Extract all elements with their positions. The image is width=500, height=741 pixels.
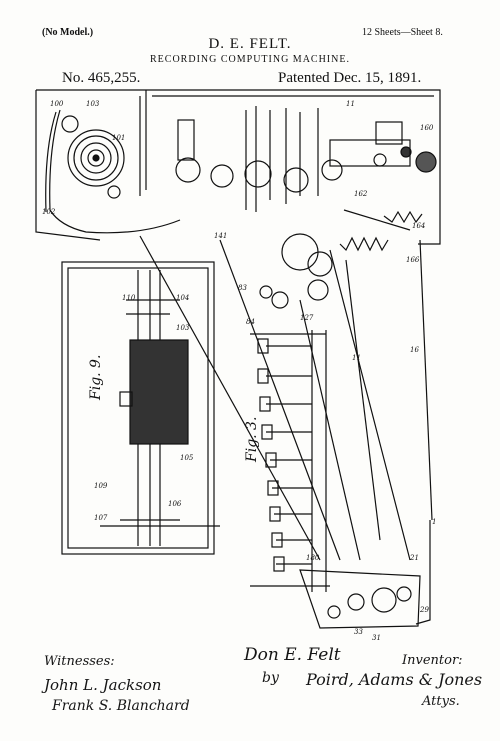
fig3-label: Fig. 3. — [244, 416, 260, 462]
fig9-block — [130, 340, 188, 444]
attorneys-signature: Poird, Adams & Jones — [306, 670, 483, 689]
svg-text:162: 162 — [354, 190, 368, 198]
inventor-name: D. E. FELT. — [208, 36, 292, 52]
svg-text:160: 160 — [420, 124, 434, 132]
svg-text:29: 29 — [420, 606, 429, 614]
patent-date: Patented Dec. 15, 1891. — [278, 70, 422, 86]
svg-text:141: 141 — [214, 232, 228, 240]
svg-text:180: 180 — [306, 554, 320, 562]
svg-text:109: 109 — [94, 482, 108, 490]
svg-text:164: 164 — [412, 222, 426, 230]
fig9-label: Fig. 9. — [88, 354, 104, 400]
svg-text:110: 110 — [122, 294, 136, 302]
svg-text:33: 33 — [354, 628, 363, 636]
svg-text:166: 166 — [406, 256, 420, 264]
sheet-info: 12 Sheets—Sheet 8. — [362, 27, 443, 38]
key-stems — [258, 339, 312, 571]
witness-signature-2: Frank S. Blanchard — [52, 698, 190, 714]
invention-title: RECORDING COMPUTING MACHINE. — [150, 54, 350, 65]
svg-text:83: 83 — [238, 284, 247, 292]
inventor-label: Inventor: — [402, 653, 463, 668]
inventor-signature: Don E. Felt — [244, 645, 341, 665]
svg-text:104: 104 — [176, 294, 190, 302]
svg-text:31: 31 — [372, 634, 381, 642]
svg-text:106: 106 — [168, 500, 182, 508]
witnesses-label: Witnesses: — [44, 654, 115, 669]
gear — [176, 158, 200, 182]
svg-text:84: 84 — [246, 318, 255, 326]
by-label: by — [262, 670, 279, 686]
svg-text:103: 103 — [86, 100, 100, 108]
witness-signature-1: John L. Jackson — [44, 676, 162, 694]
svg-text:1: 1 — [432, 518, 437, 526]
svg-text:102: 102 — [42, 208, 56, 216]
svg-text:100: 100 — [50, 100, 64, 108]
svg-text:21: 21 — [410, 554, 419, 562]
svg-text:16: 16 — [410, 346, 419, 354]
attys-label: Attys. — [422, 694, 460, 709]
svg-text:127: 127 — [300, 314, 314, 322]
patent-number: No. 465,255. — [62, 70, 141, 86]
svg-text:105: 105 — [180, 454, 194, 462]
svg-text:101: 101 — [112, 134, 126, 142]
svg-text:103: 103 — [176, 324, 190, 332]
svg-text:107: 107 — [94, 514, 108, 522]
model-note: (No Model.) — [42, 27, 94, 38]
svg-text:11: 11 — [352, 354, 361, 362]
svg-text:11: 11 — [346, 100, 355, 108]
